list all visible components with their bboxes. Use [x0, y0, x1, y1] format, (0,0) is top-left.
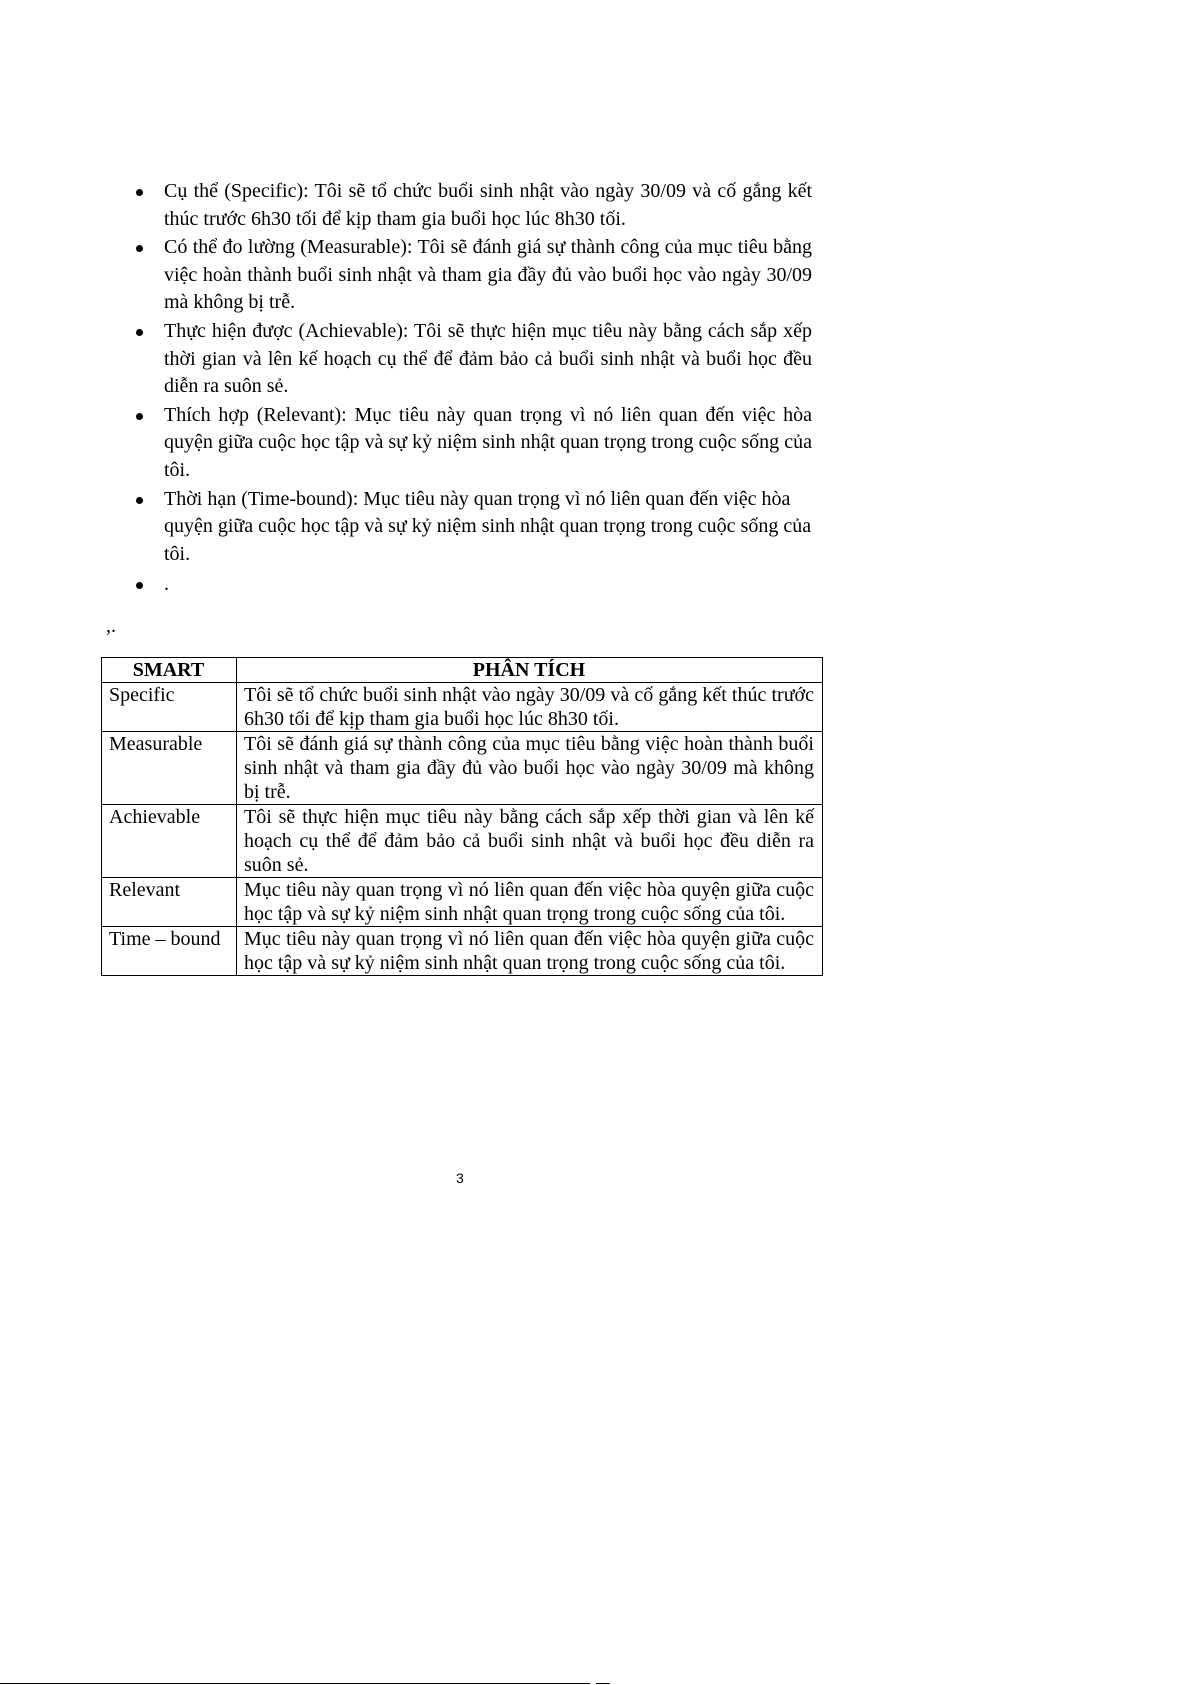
table-header-row — [102, 658, 823, 683]
header-smart: SMART — [102, 658, 237, 683]
bullet-text: Thích hợp (Relevant): Mục tiêu này quan trọng vì nó liên quan đến việc hòa quyện giữa cuộc học tập và sự kỷ niệm sinh nhật quan trọng trong cuộc sống của tôi. — [164, 403, 812, 481]
bullet-text: Thực hiện được (Achievable): Tôi sẽ thực hiện mục tiêu này bằng cách sắp xếp thời gian và lên kế hoạch cụ thể để đảm bảo cả buổi sinh nhật và buổi học đều diễn ra suôn sẻ. — [164, 319, 812, 398]
row-analysis: Mục tiêu này quan trọng vì nó liên quan đến việc hòa quyện giữa cuộc học tập và sự kỷ niệm sinh nhật quan trọng trong cuộc sống của tôi. — [237, 927, 823, 976]
row-term: Measurable — [102, 732, 237, 805]
row-analysis: Tôi sẽ đánh giá sự thành công của mục tiêu bằng việc hoàn thành buổi sinh nhật và tham gia đầy đủ vào buổi học vào ngày 30/09 mà không bị trễ. — [237, 732, 823, 805]
row-term: Achievable — [102, 805, 237, 878]
row-analysis: Tôi sẽ thực hiện mục tiêu này bằng cách sắp xếp thời gian và lên kế hoạch cụ thể để đảm bảo cả buổi sinh nhật và buổi học đều diễn ra suôn sẻ. — [237, 805, 823, 878]
bullet-specific — [130, 178, 812, 233]
bullet-text: Thời hạn (Time-bound): Mục tiêu này quan trọng vì nó liên quan đến việc hòa quyện giữa cuộc học tập và sự kỷ niệm sinh nhật quan trọng trong cuộc sống của tôi. — [164, 487, 812, 565]
smart-analysis-table — [101, 657, 823, 976]
bullet-text: Có thể đo lường (Measurable): Tôi sẽ đánh giá sự thành công của mục tiêu bằng việc hoàn thành buổi sinh nhật và tham gia đầy đủ vào buổi học vào ngày 30/09 mà không bị trễ. — [164, 236, 812, 314]
bullet-text: . — [164, 573, 169, 596]
table-row — [102, 732, 823, 805]
bullet-dot-icon — [136, 413, 143, 420]
bullet-dot-icon — [136, 497, 143, 504]
bullet-dot-icon — [136, 245, 143, 252]
footer-divider-short — [596, 1683, 610, 1684]
page-number: 3 — [456, 1170, 464, 1186]
row-analysis: Mục tiêu này quan trọng vì nó liên quan đến việc hòa quyện giữa cuộc học tập và sự kỷ niệm sinh nhật quan trọng trong cuộc sống của tôi. — [237, 878, 823, 927]
row-term: Specific — [102, 683, 237, 732]
bullet-dot-icon — [136, 189, 143, 196]
bullet-achievable — [130, 318, 812, 401]
bullet-measurable — [130, 234, 812, 317]
bullet-time-bound — [130, 486, 812, 569]
row-analysis: Tôi sẽ tổ chức buổi sinh nhật vào ngày 30/09 và cố gắng kết thúc trước 6h30 tối để kịp tham gia buổi học lúc 8h30 tối. — [237, 683, 823, 732]
bullet-dot-icon — [136, 329, 143, 336]
table-row — [102, 805, 823, 878]
table-row — [102, 683, 823, 732]
smart-bullet-list — [130, 178, 812, 600]
stray-punctuation: ,. — [106, 615, 116, 637]
table-row — [102, 878, 823, 927]
bullet-text: Cụ thể (Specific): Tôi sẽ tổ chức buổi sinh nhật vào ngày 30/09 và cố gắng kết thúc trước 6h30 tối để kịp tham gia buổi học lúc 8h30 tối. — [164, 180, 812, 230]
table-row — [102, 927, 823, 976]
bullet-relevant — [130, 402, 812, 485]
bullet-dot-icon — [136, 582, 143, 589]
bullet-empty — [130, 571, 812, 599]
header-analysis: PHÂN TÍCH — [237, 658, 823, 683]
footer-divider — [0, 1683, 590, 1684]
row-term: Relevant — [102, 878, 237, 927]
row-term: Time – bound — [102, 927, 237, 976]
